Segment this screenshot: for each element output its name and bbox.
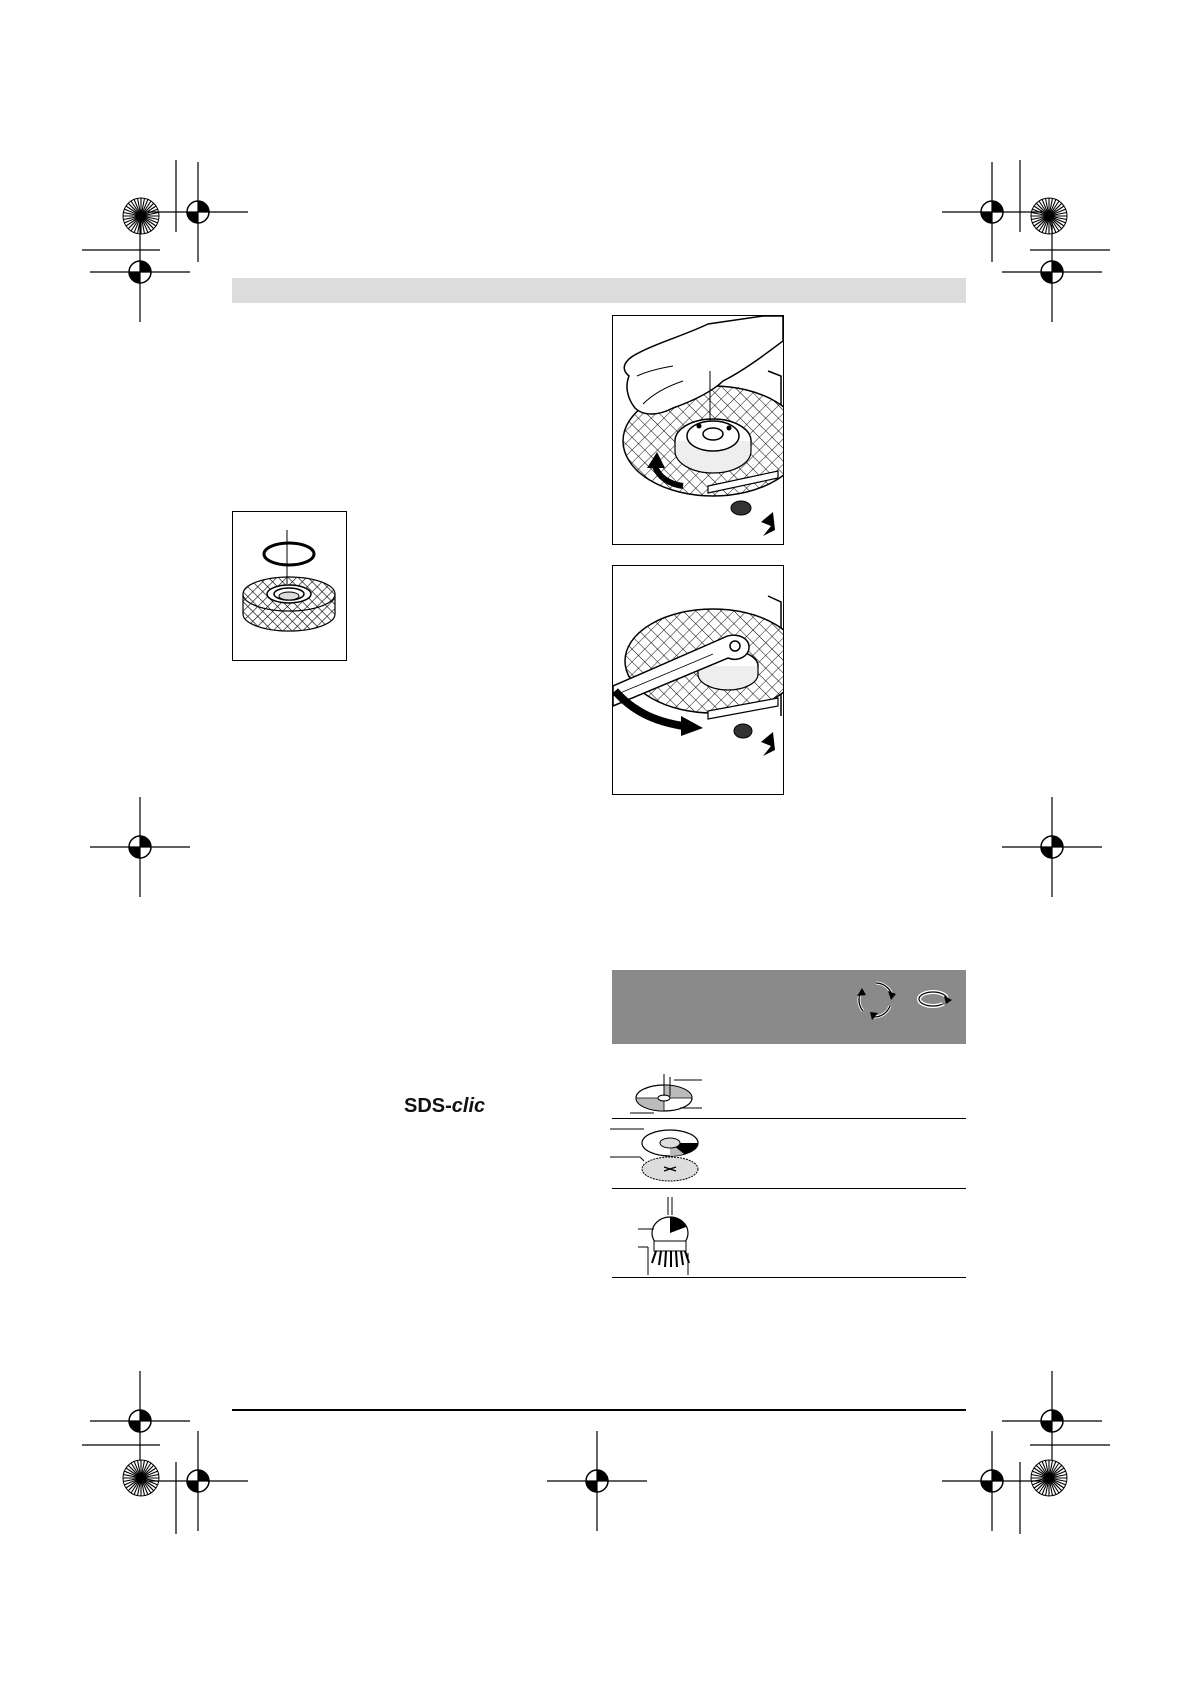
figure-hand-disc: [612, 315, 784, 545]
table-header: [612, 970, 966, 1044]
sds-clic-logo-suffix: clic: [451, 1095, 486, 1117]
wire-cup-brush-icon: [630, 1195, 700, 1275]
recycle-icon: [854, 978, 898, 1022]
figure-ring-disc: [232, 511, 347, 661]
footer-rule: [232, 1409, 966, 1411]
cutting-disc-icon: [630, 1068, 710, 1116]
table-rule-2: [612, 1188, 966, 1189]
sanding-disc-icon: [610, 1121, 710, 1187]
ring-icon: [916, 988, 954, 1010]
table-rule-1: [612, 1118, 966, 1119]
figure-spanner-disc: [612, 565, 784, 795]
sds-clic-logo-prefix: SDS-: [404, 1095, 452, 1117]
sds-clic-logo: [404, 1095, 485, 1118]
header-bar: [232, 278, 966, 303]
table-rule-3: [612, 1277, 966, 1278]
